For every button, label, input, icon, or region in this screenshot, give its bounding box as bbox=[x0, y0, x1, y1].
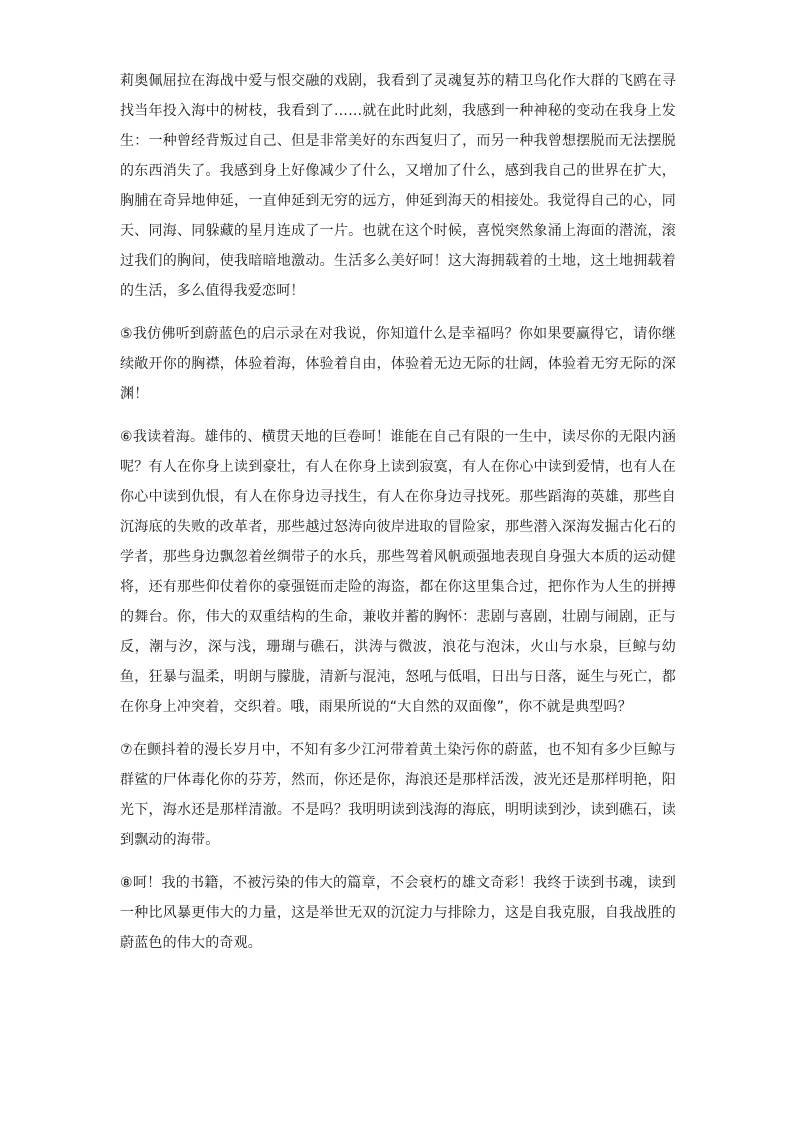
paragraph-8: ⑧呵！我的书籍，不被污染的伟大的篇章，不会衰朽的雄文奇彩！我终于读到书魂，读到一种比风暴更伟大的力量，这是举世无双的沉淀力与排除力，这是自我克服，自我战胜的蔚蓝色的伟大的奇观。 bbox=[120, 875, 676, 951]
paragraph-7: ⑦在颤抖着的漫长岁月中，不知有多少江河带着黄土染污你的蔚蓝，也不知有多少巨鲸与群鲨的尸体毒化你的芬芳，然而，你还是你，海浪还是那样活泼，波光还是那样明艳，阳光下，海水还是那样清澈。不是吗？我明明读到浅海的海底，明明读到沙，读到礁石，读到飘动的海带。 bbox=[120, 742, 676, 848]
paragraph-5: ⑤我仿佛听到蔚蓝色的启示录在对我说，你知道什么是幸福吗？你如果要赢得它，请你继续敞开你的胸襟，体验着海，体验着自由，体验着无边无际的壮阔，体验着无穷无际的深渊！ bbox=[120, 326, 676, 402]
document-page bbox=[120, 66, 676, 958]
paragraph-continuation: 莉奥佩屈拉在海战中爱与恨交融的戏剧，我看到了灵魂复苏的精卫鸟化作大群的飞鸥在寻找当年投入海中的树枝，我看到了……就在此时此刻，我感到一种神秘的变动在我身上发生：一种曾经背叛过自己、但是非常美好的东西复归了，而另一种我曾想摆脱而无法摆脱的东西消失了。我感到身上好像减少了什么，又增加了什么，感到我自己的世界在扩大，胸脯在奇异地伸延，一直伸延到无穷的远方，伸延到海天的相接处。我觉得自己的心，同天、同海、同躲藏的星月连成了一片。也就在这个时候，喜悦突然象涌上海面的潜流，滚过我们的胸间，使我暗暗地激动。生活多么美好呵！这大海拥载着的土地，这土地拥载着的生活，多么值得我爱恋呵！ bbox=[120, 73, 676, 299]
paragraph-6: ⑥我读着海。雄伟的、横贯天地的巨卷呵！谁能在自己有限的一生中，读尽你的无限内涵呢？有人在你身上读到豪壮，有人在你身上读到寂寞，有人在你心中读到爱情，也有人在你心中读到仇恨，有人在你身边寻找生，有人在你身边寻找死。那些蹈海的英雄，那些自沉海底的失败的改革者，那些越过怒涛向彼岸进取的冒险家，那些潜入深海发掘古化石的学者，那些身边飘忽着丝绸带子的水兵，那些驾着风帆顽强地表现自身强大本质的运动健将，还有那些仰仗着你的豪强铤而走险的海盗，都在你这里集合过，把你作为人生的拼搏的舞台。你，伟大的双重结构的生命，兼收并蓄的胸怀：悲剧与喜剧，壮剧与闹剧，正与反，潮与汐，深与浅，珊瑚与礁石，洪涛与微波，浪花与泡沫，火山与水泉，巨鲸与幼鱼，狂暴与温柔，明朗与朦胧，清新与混沌，怒吼与低唱，日出与日落，诞生与死亡，都在你身上冲突着，交织着。哦，雨果所说的“大自然的双面像”，你不就是典型吗？ bbox=[120, 429, 676, 715]
